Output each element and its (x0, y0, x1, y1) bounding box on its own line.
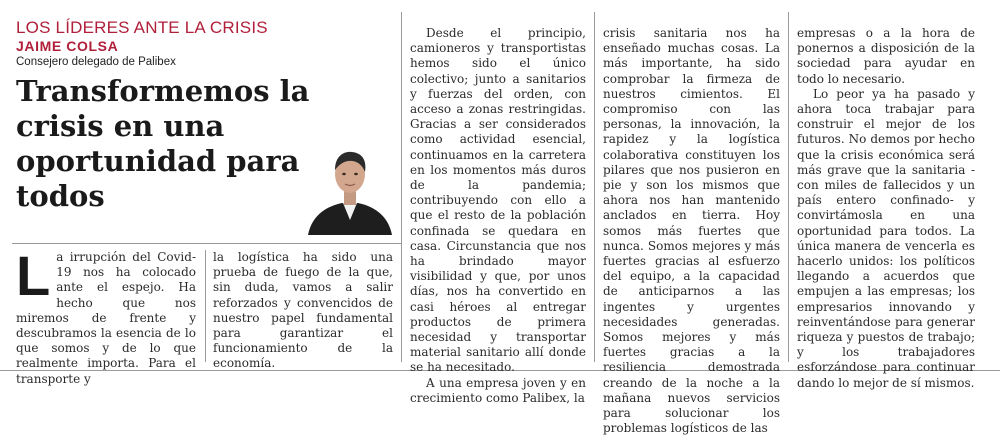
author-name: JAIME COLSA (16, 38, 119, 54)
article-paragraph: Desde el principio, camioneros y transportistas hemos sido el único colectivo; junto a sanitarios y fuerzas del orden, con acceso a zonas restringidas. Gracias a ser considerados como actividad esencial, continuamos en la carretera en los momentos más duros de la pandemia; contribuyendo con ello a que el resto de la población confinada se quedara en casa. Circunstancia que nos ha brindado mayor visibilidad y que, por unos días, nos ha convertido en casi héroes al entregar productos de primera necesidad y transportar material sanitario allí donde se ha necesitado. (410, 26, 586, 375)
column-rule (401, 12, 402, 362)
article-column-5 (797, 26, 975, 391)
drop-cap: L (16, 244, 51, 307)
article-column-1 (16, 244, 196, 387)
article-paragraph: crisis sanitaria nos ha enseñado muchas cosas. La más importante, ha sido comprobar la firmeza de nuestros cimientos. El compromiso con las personas, la innovación, la rapidez y la logística colaborativa constituyen los pilares que nos pusieron en pie y son los mismos que ahora nos han mantenido anclados en tierra. Hoy somos más fuertes que nunca. Somos mejores y más fuertes gracias al esfuerzo del equipo, a la capacidad de anticiparnos a las ingentes y urgentes necesidades generadas. Somos mejores y más fuertes gracias a la resiliencia demostrada creando de la noche a la mañana nuevos servicios para solucionar los problemas logísticos de las (603, 26, 780, 436)
column-rule (594, 12, 595, 362)
section-kicker: LOS LÍDERES ANTE LA CRISIS (16, 18, 268, 37)
section-rule (12, 243, 401, 244)
article-column-4 (603, 26, 780, 436)
article-paragraph: Lo peor ya ha pasado y ahora toca trabajar para construir el mejor de los futuros. No demos por hecho que la crisis económica será más grave que la sanitaria -con miles de fallecidos y un país entero confinado- y convirtámosla en una oportunidad para todos. La única manera de vencerla es hacerlo unidos: los políticos llegando a acuerdos que empujen a las empresas; los empresarios innovando y reinventándose para generar riqueza y puestos de trabajo; y los trabajadores esforzándose para continuar dando lo mejor de sí mismos. (797, 86, 975, 390)
article-paragraph: A una empresa joven y en crecimiento como Palibex, la (410, 375, 586, 405)
column-rule (788, 12, 789, 362)
article-text: a irrupción del Covid-19 nos ha colocado ante el espejo. Ha hecho que nos miremos de frente y descubramos la esencia de lo que somos y de lo que realmente importa. Para el transporte y (16, 250, 196, 386)
article-paragraph: empresas o a la hora de ponernos a disposición de la sociedad para ayudar en todo lo necesario. (797, 26, 975, 86)
article-column-3 (410, 26, 586, 406)
author-role: Consejero delegado de Palibex (16, 56, 176, 68)
column-rule (205, 250, 206, 362)
headline: Transformemos la crisis en una oportunidad para todos (16, 74, 310, 213)
portrait-photo (300, 140, 400, 235)
article-column-2 (213, 250, 393, 372)
article-text: la logística ha sido una prueba de fuego de la que, sin duda, vamos a salir reforzados y convencidos de nuestro papel fundamental para garantizar el funcionamiento de la economía. (213, 250, 393, 371)
